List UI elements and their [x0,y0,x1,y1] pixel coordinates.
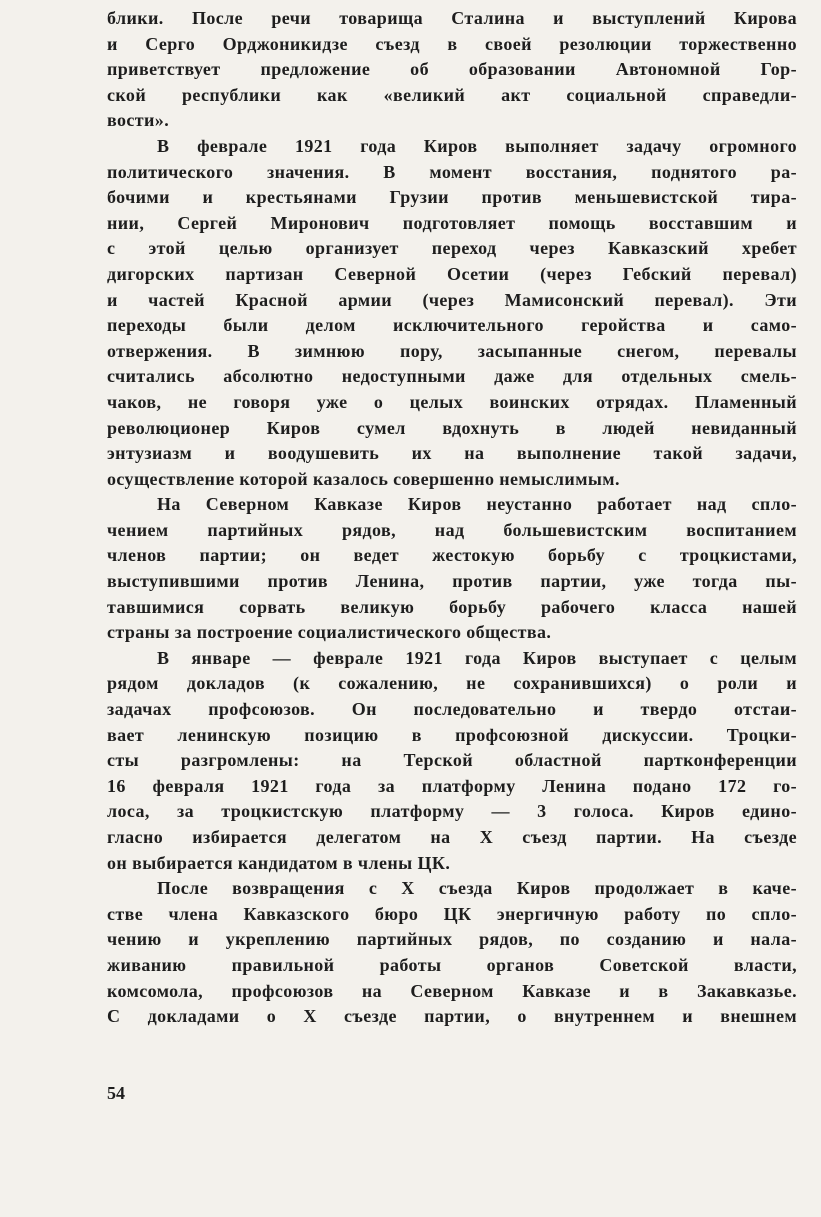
text-line: чением партийных рядов, над большевистским воспитанием [107,519,797,540]
text-line: вости». [107,110,170,131]
text-line: На Северном Кавказе Киров неустанно работает над спло- [157,494,797,515]
text-line: После возвращения с X съезда Киров продолжает в каче- [157,878,797,899]
text-line: стве члена Кавказского бюро ЦК энергичную работу по спло- [107,903,797,924]
text-line: отвержения. В зимнюю пору, засыпанные снегом, перевалы [107,340,797,361]
text-line: страны за построение социалистического общества. [107,622,552,643]
page-body-text [107,6,797,1030]
text-line: В январе — феврале 1921 года Киров выступает с целым [157,647,797,668]
text-line: задачах профсоюзов. Он последовательно и твердо отстаи- [107,699,797,720]
text-line: осуществление которой казалось совершенно немыслимым. [107,468,620,489]
text-line: приветствует предложение об образовании Автономной Гор- [107,59,797,80]
text-line: дигорских партизан Северной Осетии (через Гебский перевал) [107,263,797,284]
text-line: 16 февраля 1921 года за платформу Ленина подано 172 го- [107,775,797,796]
text-line: выступившими против Ленина, против партии, уже тогда пы- [107,571,797,592]
text-line: и частей Красной армии (через Мамисонский перевал). Эти [107,289,797,310]
text-line: сты разгромлены: на Терской областной партконференции [107,750,797,771]
text-line: и Серго Орджоникидзе съезд в своей резолюции торжественно [107,33,797,54]
text-line: бочими и крестьянами Грузии против меньшевистской тира- [107,187,797,208]
text-line: ской республики как «великий акт социальной справедли- [107,84,797,105]
text-line: переходы были делом исключительного геройства и само- [107,315,797,336]
text-line: политического значения. В момент восстания, поднятого ра- [107,161,797,182]
text-line: лоса, за троцкистскую платформу — 3 голоса. Киров едино- [107,801,797,822]
text-line: революционер Киров сумел вдохнуть в людей невиданный [107,417,797,438]
text-line: чению и укреплению партийных рядов, по созданию и нала- [107,929,797,950]
text-line: рядом докладов (к сожалению, не сохранившихся) о роли и [107,673,797,694]
text-line: членов партии; он ведет жестокую борьбу с троцкистами, [107,545,797,566]
page-number: 54 [107,1083,125,1103]
text-line: вает ленинскую позицию в профсоюзной дискуссии. Троцки- [107,724,797,745]
text-line: нии, Сергей Миронович подготовляет помощь восставшим и [107,212,797,233]
text-line: с этой целью организует переход через Кавказский хребет [107,238,797,259]
text-line: живанию правильной работы органов Советской власти, [107,954,797,975]
text-line: комсомола, профсоюзов на Северном Кавказе и в Закавказье. [107,980,797,1001]
text-line: чаков, не говоря уже о целых воинских отрядах. Пламенный [107,391,797,412]
text-line: считались абсолютно недоступными даже для отдельных смель- [107,366,797,387]
text-line: блики. После речи товарища Сталина и выступлений Кирова [107,8,797,28]
text-line: тавшимися сорвать великую борьбу рабочего класса нашей [107,596,797,617]
text-line: В феврале 1921 года Киров выполняет задачу огромного [157,135,797,156]
text-line: он выбирается кандидатом в члены ЦК. [107,852,451,873]
text-line: С докладами о X съезде партии, о внутреннем и внешнем [107,1006,797,1027]
text-line: энтузиазм и воодушевить их на выполнение такой задачи, [107,443,797,464]
text-line: гласно избирается делегатом на X съезд партии. На съезде [107,827,797,847]
